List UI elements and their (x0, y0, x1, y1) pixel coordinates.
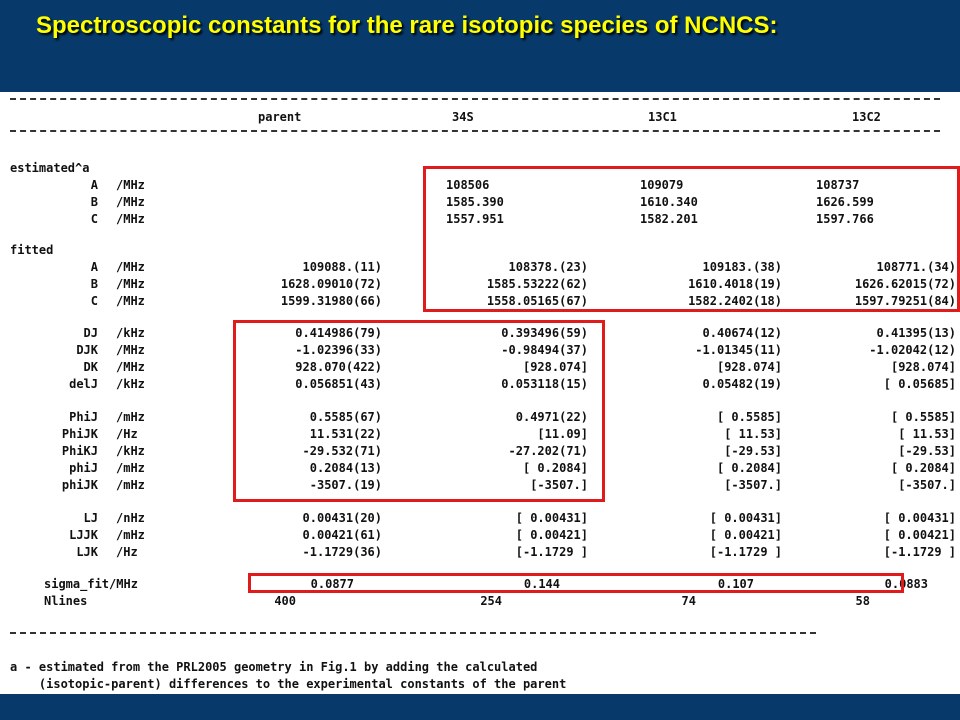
quartic-row-unit: /kHz (116, 377, 145, 391)
estimated-value: 1626.599 (816, 195, 874, 209)
sextic-row-value: [-3507.] (898, 478, 956, 492)
rotational-row-value: 1626.62015(72) (854, 277, 956, 291)
octic-row-value: [-1.1729 ] (883, 545, 956, 559)
footnote-line: (isotopic-parent) differences to the experimental constants of the parent (10, 677, 567, 691)
estimated-value: 108506 (446, 178, 490, 192)
sextic-row-value: [-29.53] (724, 444, 782, 458)
estimated-value: 1585.390 (446, 195, 504, 209)
octic-row-value: [-1.1729 ] (709, 545, 782, 559)
octic-row-unit: /mHz (116, 528, 145, 542)
nlines-value: 74 (681, 594, 696, 608)
estimated-unit: /MHz (116, 195, 145, 209)
octic-row-value: 0.00431(20) (302, 511, 382, 525)
estimated-value: 108737 (816, 178, 860, 192)
octic-row-value: [ 0.00421] (883, 528, 956, 542)
rotational-row-symbol: B (90, 277, 98, 291)
sextic-row-symbol: PhiJK (61, 427, 98, 441)
quartic-row-unit: /MHz (116, 343, 145, 357)
estimated-symbol: C (90, 212, 98, 226)
estimated-symbol: B (90, 195, 98, 209)
slide-title: Spectroscopic constants for the rare isotopic species of NCNCS: (36, 12, 778, 39)
sextic-row-value: 0.5585(67) (309, 410, 382, 424)
sigma-value: 0.0877 (310, 577, 354, 591)
quartic-row-value: -1.02396(33) (295, 343, 382, 357)
estimated-unit: /MHz (116, 178, 145, 192)
sigma-value: 0.144 (523, 577, 560, 591)
quartic-row-value: -0.98494(37) (501, 343, 588, 357)
title-banner (0, 0, 960, 92)
footer-bar (0, 694, 960, 720)
sextic-row-value: [ 0.5585] (716, 410, 782, 424)
rotational-row-value: 108378.(23) (508, 260, 588, 274)
sextic-row-symbol: phiJ (69, 461, 98, 475)
rotational-row-value: 1597.79251(84) (854, 294, 956, 308)
rotational-row-unit: /MHz (116, 260, 145, 274)
rotational-row-value: 1585.53222(62) (486, 277, 588, 291)
octic-row-value: [ 0.00431] (515, 511, 588, 525)
octic-row-unit: /Hz (116, 545, 138, 559)
column-header: 13C1 (648, 110, 677, 124)
sextic-row-value: [ 11.53] (724, 427, 782, 441)
octic-row-value: [ 0.00421] (515, 528, 588, 542)
top-rule (10, 98, 940, 100)
estimated-value: 109079 (640, 178, 684, 192)
sextic-row-unit: /kHz (116, 444, 145, 458)
octic-row-symbol: LJK (76, 545, 98, 559)
octic-row-value: [ 0.00431] (709, 511, 782, 525)
sextic-row-value: 11.531(22) (309, 427, 382, 441)
bottom-rule (10, 632, 816, 634)
sextic-row-value: [-3507.] (530, 478, 588, 492)
quartic-row-value: [928.074] (716, 360, 782, 374)
quartic-row-value: 928.070(422) (295, 360, 382, 374)
quartic-row-value: [ 0.05685] (883, 377, 956, 391)
rotational-row-value: 109183.(38) (702, 260, 782, 274)
sextic-row-value: 0.2084(13) (309, 461, 382, 475)
sextic-row-value: [-3507.] (724, 478, 782, 492)
estimated-value: 1610.340 (640, 195, 698, 209)
sigma-label: sigma_fit/MHz (44, 577, 138, 591)
highlight-box-rotational (423, 166, 960, 312)
sextic-row-symbol: phiJK (61, 478, 98, 492)
sextic-row-unit: /Hz (116, 427, 138, 441)
octic-row-value: [ 0.00431] (883, 511, 956, 525)
quartic-row-value: -1.02042(12) (869, 343, 956, 357)
rotational-row-symbol: C (90, 294, 98, 308)
quartic-row-symbol: DJK (76, 343, 98, 357)
estimated-unit: /MHz (116, 212, 145, 226)
highlight-box-distortion (233, 320, 605, 502)
quartic-row-value: [928.074] (522, 360, 588, 374)
rotational-row-value: 1582.2402(18) (688, 294, 782, 308)
sextic-row-value: [11.09] (537, 427, 588, 441)
estimated-value: 1557.951 (446, 212, 504, 226)
rotational-row-value: 109088.(11) (302, 260, 382, 274)
octic-row-value: 0.00421(61) (302, 528, 382, 542)
quartic-row-unit: /kHz (116, 326, 145, 340)
estimated-value: 1597.766 (816, 212, 874, 226)
rotational-row-unit: /MHz (116, 277, 145, 291)
sextic-row-unit: /mHz (116, 461, 145, 475)
octic-row-symbol: LJ (83, 511, 98, 525)
rotational-row-value: 108771.(34) (876, 260, 956, 274)
highlight-box-sigma (248, 573, 904, 593)
quartic-row-symbol: DJ (83, 326, 98, 340)
sextic-row-symbol: PhiJ (69, 410, 98, 424)
footnote-line: a - estimated from the PRL2005 geometry in Fig.1 by adding the calculated (10, 660, 538, 674)
sextic-row-value: [-29.53] (898, 444, 956, 458)
quartic-row-symbol: delJ (69, 377, 98, 391)
quartic-row-value: 0.053118(15) (501, 377, 588, 391)
nlines-value: 58 (855, 594, 870, 608)
section-label: fitted (10, 243, 54, 257)
sextic-row-value: [ 0.2084] (716, 461, 782, 475)
rotational-row-symbol: A (90, 260, 98, 274)
rotational-row-value: 1628.09010(72) (280, 277, 382, 291)
rotational-row-unit: /MHz (116, 294, 145, 308)
quartic-row-value: 0.414986(79) (295, 326, 382, 340)
column-header: parent (258, 110, 302, 124)
nlines-value: 254 (480, 594, 502, 608)
quartic-row-value: 0.393496(59) (501, 326, 588, 340)
quartic-row-symbol: DK (83, 360, 98, 374)
sextic-row-value: -27.202(71) (508, 444, 588, 458)
nlines-label: Nlines (44, 594, 88, 608)
estimated-value: 1582.201 (640, 212, 698, 226)
quartic-row-value: 0.40674(12) (702, 326, 782, 340)
sextic-row-value: [ 0.2084] (522, 461, 588, 475)
sextic-row-symbol: PhiKJ (61, 444, 98, 458)
nlines-value: 400 (274, 594, 296, 608)
octic-row-value: -1.1729(36) (302, 545, 382, 559)
section-label: estimated^a (10, 161, 90, 175)
quartic-row-value: [928.074] (890, 360, 956, 374)
rotational-row-value: 1558.05165(67) (486, 294, 588, 308)
sextic-row-value: -29.532(71) (302, 444, 382, 458)
sigma-value: 0.0883 (884, 577, 928, 591)
octic-row-unit: /nHz (116, 511, 145, 525)
header-rule (10, 130, 940, 132)
quartic-row-value: 0.41395(13) (876, 326, 956, 340)
quartic-row-value: -1.01345(11) (695, 343, 782, 357)
sextic-row-value: 0.4971(22) (515, 410, 588, 424)
rotational-row-value: 1610.4018(19) (688, 277, 782, 291)
quartic-row-value: 0.056851(43) (295, 377, 382, 391)
quartic-row-unit: /MHz (116, 360, 145, 374)
sextic-row-unit: /mHz (116, 410, 145, 424)
octic-row-value: [ 0.00421] (709, 528, 782, 542)
sextic-row-unit: /mHz (116, 478, 145, 492)
octic-row-value: [-1.1729 ] (515, 545, 588, 559)
octic-row-symbol: LJJK (69, 528, 98, 542)
rotational-row-value: 1599.31980(66) (280, 294, 382, 308)
sextic-row-value: [ 11.53] (898, 427, 956, 441)
sextic-row-value: [ 0.5585] (890, 410, 956, 424)
column-header: 34S (452, 110, 474, 124)
estimated-symbol: A (90, 178, 98, 192)
column-header: 13C2 (852, 110, 881, 124)
quartic-row-value: 0.05482(19) (702, 377, 782, 391)
sextic-row-value: -3507.(19) (309, 478, 382, 492)
sextic-row-value: [ 0.2084] (890, 461, 956, 475)
sigma-value: 0.107 (717, 577, 754, 591)
